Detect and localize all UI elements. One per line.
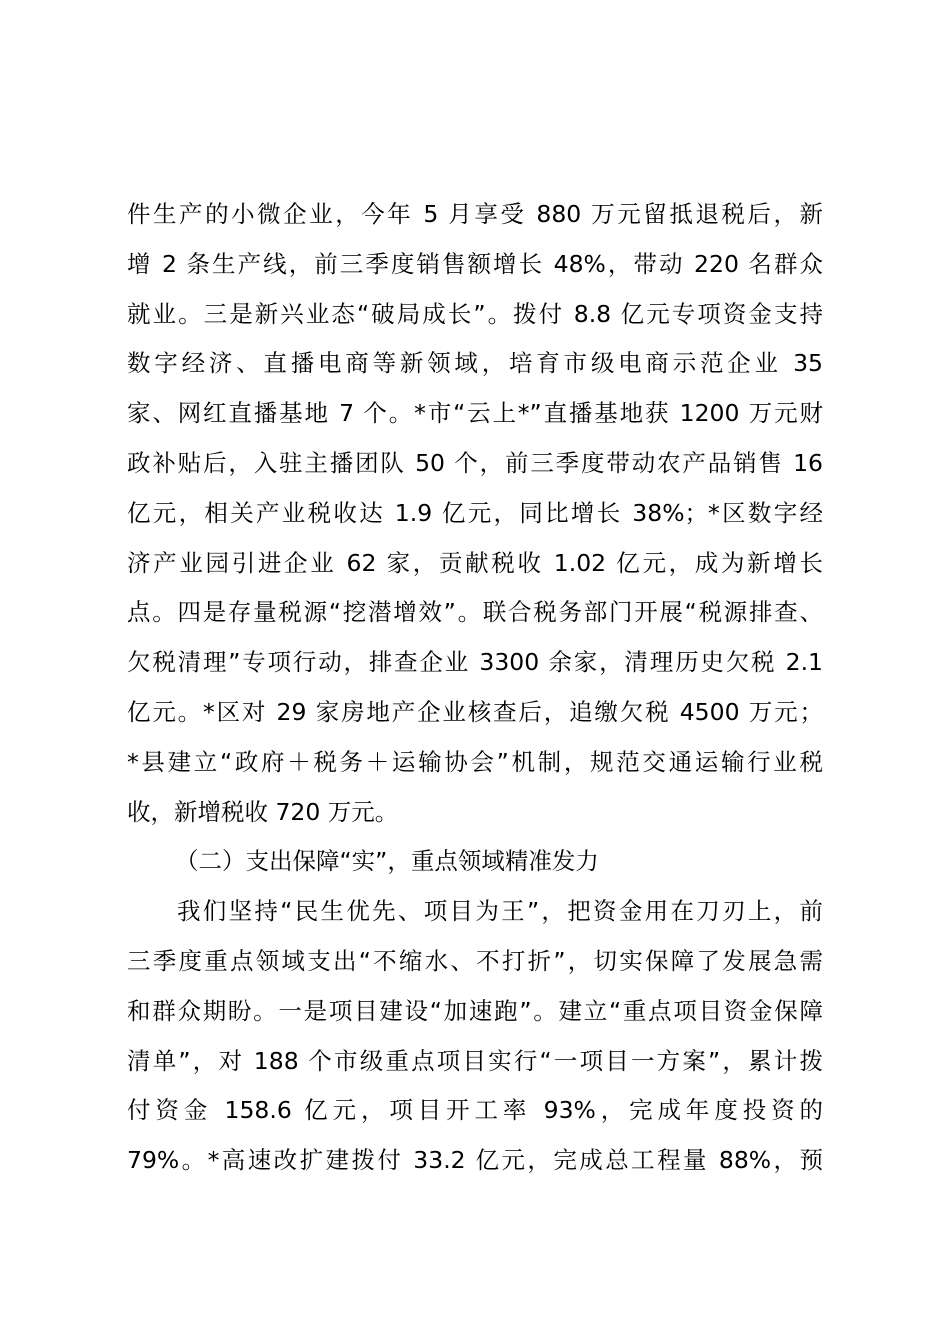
text-line: 收，新增税收 720 万元。 <box>127 797 399 826</box>
text-line: 数字经济、直播电商等新领域，培育市级电商示范企业 35 <box>127 349 823 378</box>
text-line: 济产业园引进企业 62 家，贡献税收 1.02 亿元，成为新增长 <box>127 548 823 577</box>
paragraph-tax-sources <box>127 190 823 837</box>
text-line: 就业。三是新兴业态“破局成长”。拨付 8.8 亿元专项资金支持 <box>127 299 823 328</box>
text-line: 亿元，相关产业税收达 1.9 亿元，同比增长 38%；*区数字经 <box>127 498 823 527</box>
text-line: 付资金 158.6 亿元，项目开工率 93%，完成年度投资的 <box>127 1096 823 1125</box>
text-line: 点。四是存量税源“挖潜增效”。联合税务部门开展“税源排查、 <box>127 598 823 627</box>
text-line: 亿元。*区对 29 家房地产企业核查后，追缴欠税 4500 万元； <box>127 697 823 726</box>
text-line: 增 2 条生产线，前三季度销售额增长 48%，带动 220 名群众 <box>127 249 823 278</box>
section-heading: （二）支出保障“实”，重点领域精准发力 <box>175 847 599 876</box>
text-line: 79%。*高速改扩建拨付 33.2 亿元，完成总工程量 88%，预 <box>127 1146 823 1175</box>
text-line: 政补贴后，入驻主播团队 50 个，前三季度带动农产品销售 16 <box>127 448 823 477</box>
text-line: 件生产的小微企业，今年 5 月享受 880 万元留抵退税后，新 <box>127 200 823 228</box>
text-line: 家、网红直播基地 7 个。*市“云上*”直播基地获 1200 万元财 <box>127 399 823 428</box>
paragraph-expenditure <box>127 887 823 1186</box>
text-line: 欠税清理”专项行动，排查企业 3300 余家，清理历史欠税 2.1 <box>127 648 823 677</box>
text-line: *县建立“政府＋税务＋运输协会”机制，规范交通运输行业税 <box>127 747 823 776</box>
document-page <box>127 190 823 1186</box>
text-line: 和群众期盼。一是项目建设“加速跑”。建立“重点项目资金保障 <box>127 996 823 1025</box>
text-line: 我们坚持“民生优先、项目为王”，把资金用在刀刃上，前 <box>177 897 823 926</box>
text-line: 三季度重点领域支出“不缩水、不打折”，切实保障了发展急需 <box>127 946 823 975</box>
text-line: 清单”，对 188 个市级重点项目实行“一项目一方案”，累计拨 <box>127 1046 823 1075</box>
